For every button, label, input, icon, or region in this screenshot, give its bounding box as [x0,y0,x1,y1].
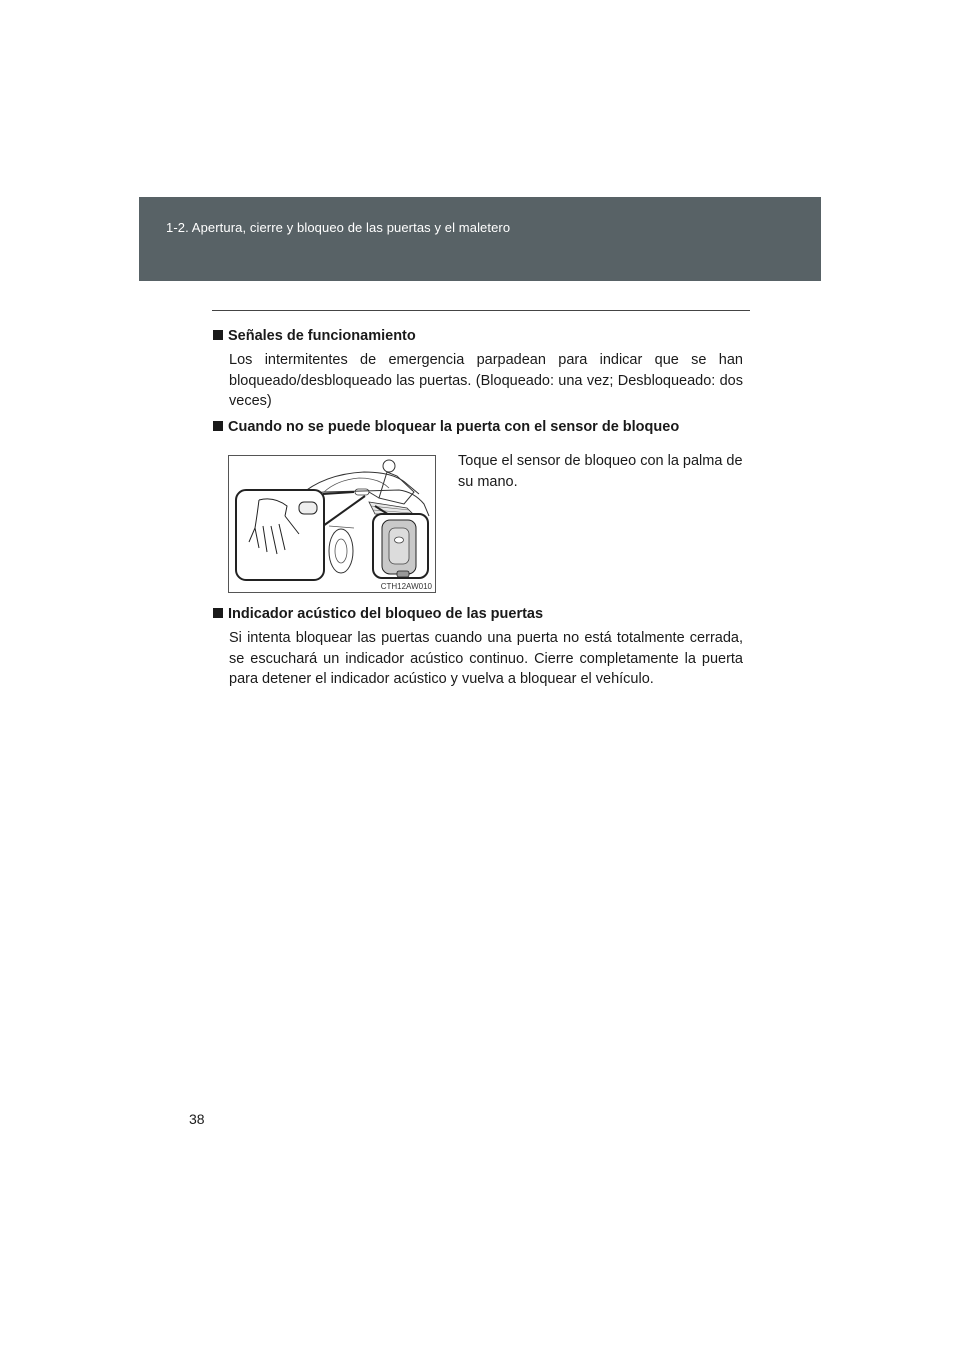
square-bullet-icon [213,330,223,340]
section-title-text: Cuando no se puede bloquear la puerta con el sensor de bloqueo [228,419,680,435]
page-number: 38 [189,1111,205,1127]
lock-sensor-illustration [228,455,436,593]
section-title-text: Indicador acústico del bloqueo de las puertas [228,606,544,622]
square-bullet-icon [213,421,223,431]
section-title-sensor-bloqueo [213,419,679,435]
section-text-senales: Los intermitentes de emergencia parpadean para indicar que se han bloqueado/desbloqueado las puertas. (Bloqueado: una vez; Desbloqueado: dos veces) [229,352,743,409]
section-divider [212,310,750,311]
chapter-header-title: 1-2. Apertura, cierre y bloqueo de las puertas y el maletero [166,220,511,235]
chapter-header-band [139,197,821,281]
figure-code: CTH12AW010 [380,582,432,591]
section-text-indicador-acustico: Si intenta bloquear las puertas cuando una puerta no está totalmente cerrada, se escuchará un indicador acústico continuo. Cierre completamente la puerta para detener el indicador acústico y vuelva a bloquear el vehículo. [229,630,743,687]
section-title-senales [213,328,416,344]
section-title-text: Señales de funcionamiento [228,328,416,344]
square-bullet-icon [213,608,223,618]
figure-caption: Toque el sensor de bloqueo con la palma de su mano. [458,453,743,490]
car-hand-key-drawing [229,456,435,592]
section-title-indicador-acustico [213,606,543,622]
